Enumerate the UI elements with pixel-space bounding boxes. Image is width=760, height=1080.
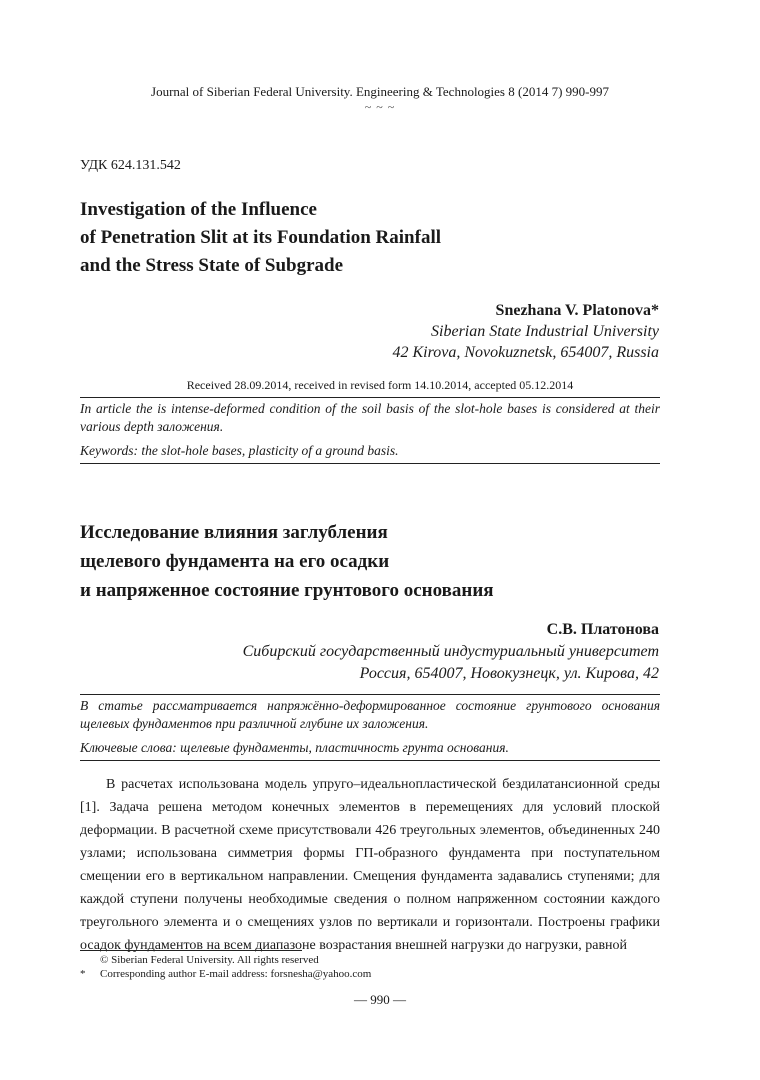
header-ornament: ~ ~ ~ [364,100,396,114]
author-address-ru: Россия, 654007, Новокузнецк, ул. Кирова, 42 [359,665,659,682]
body-paragraph: В расчетах использована модель упруго–идеальнопластической бездилатансионной среды [1]. Задача решена методом конечных элементов в перемещениях для условий плоской деформации. В расчетной схеме присутствовали 426 треугольных элементов, объединенных 240 узлами; использована симметрия формы ГП-образного фундамента при поступательном смещении его в вертикальном направлении. Смещения фундамента задавались ступенями; для каждой ступени получены необходимые сведения о полном напряженном состоянии каждого треугольного элемента и о смещениях узлов по вертикали и горизонтали. Построены графики осадок фундаментов на всем диапазоне возрастания внешней нагрузки до нагрузки, равной [80,777,660,953]
author-name-ru: С.В. Платонова [546,621,659,638]
footnote-corresponding [80,967,371,981]
english-abstract: In article the is intense-deformed condition of the soil basis of the slot-hole bases is considered at their various depth заложения. [80,401,660,434]
divider [80,397,660,398]
russian-title-line: щелевого фундамента на его осадки [80,551,390,572]
author-affiliation-ru: Сибирский государственный индустуриальный университет [242,643,659,660]
divider [80,760,660,761]
footnote-copyright [80,953,319,967]
author-name: Snezhana V. Platonova* [495,302,659,319]
russian-keywords: Ключевые слова: щелевые фундаменты, пластичность грунта основания. [80,740,509,755]
russian-author-block [243,619,659,685]
author-affiliation: Siberian State Industrial University [431,323,659,340]
english-title [80,196,441,280]
russian-abstract: В статье рассматривается напряжённо-деформированное состояние грунтового основания щелевых фундаментов при различной глубине их заложения. [80,698,660,731]
english-title-line: and the Stress State of Subgrade [80,255,344,276]
footnote-marker: * [80,968,86,980]
udk-code: УДК 624.131.542 [80,158,181,173]
russian-title-line: Исследование влияния заглубления [80,522,388,543]
russian-title-line: и напряженное состояние грунтового основания [80,580,494,601]
english-author-block [393,300,660,363]
english-title-line: of Penetration Slit at its Foundation Rainfall [80,227,442,248]
received-dates: Received 28.09.2014, received in revised form 14.10.2014, accepted 05.12.2014 [186,378,574,392]
english-keywords: Keywords: the slot-hole bases, plasticity of a ground basis. [80,443,399,458]
english-title-line: Investigation of the Influence [80,199,317,220]
copyright-text: © Siberian Federal University. All rights reserved [100,954,319,966]
journal-header: Journal of Siberian Federal University. Engineering & Technologies 8 (2014 7) 990-997 [151,84,609,99]
page-number: — 990 — [354,992,406,1007]
author-address: 42 Kirova, Novokuznetsk, 654007, Russia [392,344,659,361]
corresponding-author-email: Corresponding author E-mail address: forsnesha@yahoo.com [100,968,372,980]
divider [80,463,660,464]
divider [80,694,660,695]
russian-title [80,518,494,605]
footnote-rule [80,950,302,951]
